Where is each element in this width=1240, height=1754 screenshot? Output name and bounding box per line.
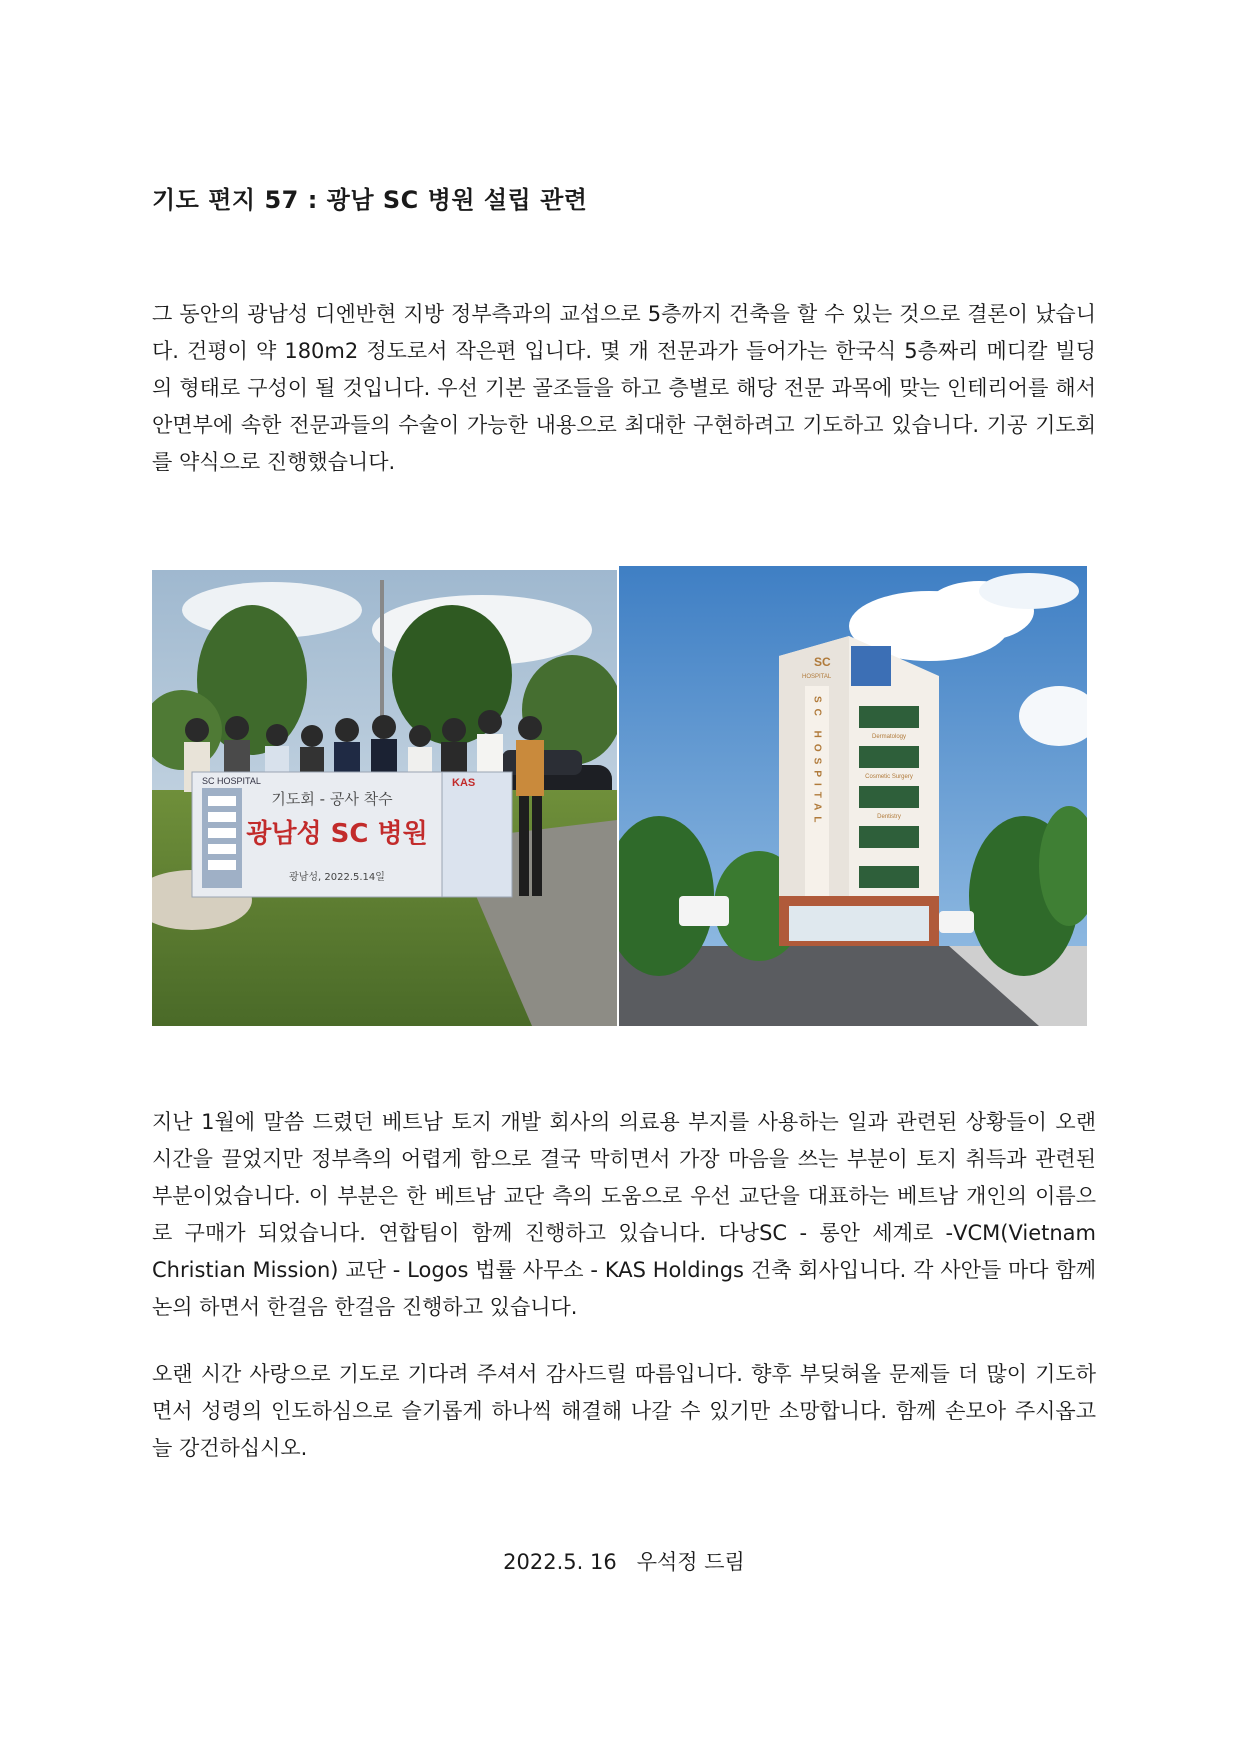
groundbreaking-photo — [152, 570, 617, 1026]
floor-sign-2: Cosmetic Surgery — [865, 774, 913, 780]
banner-main-text: 광남성 SC 병원 — [246, 819, 428, 849]
building-sign-sub: HOSPITAL — [802, 674, 832, 680]
floor-sign-3: Dentistry — [877, 814, 901, 820]
photo-row — [152, 566, 1087, 1026]
building-vertical-sign: SC HOSPITAL — [811, 696, 823, 829]
hospital-rendering — [619, 566, 1087, 1026]
building-sign-top: SC — [814, 655, 831, 669]
signature-author: 우석정 드림 — [636, 1550, 745, 1574]
floor-sign-1: Dermatology — [871, 734, 907, 740]
paragraph-construction: 그 동안의 광남성 디엔반현 지방 정부측과의 교섭으로 5층까지 건축을 할 수 있는 것으로 결론이 났습니다. 건평이 약 180m2 정도로서 작은편 입니다. 몇 개 전문과가 들어가는 한국식 5층짜리 메디칼 빌딩의 형태로 구성이 될 것입니다. 우선 기본 골조들을 하고 층별로 해당 전문 과목에 맞는 인테리어를 해서 안면부에 속한 전문과들의 수술이 가능한 내용으로 최대한 구현하려고 기도하고 있습니다. 기공 기도회를 약식으로 진행했습니다. — [152, 302, 1096, 474]
banner-date-text: 광남성, 2022.5.14일 — [289, 872, 385, 883]
banner-sponsor-text: KAS — [452, 777, 476, 789]
banner-hospital-text: SC HOSPITAL — [202, 776, 261, 786]
signature — [152, 1546, 1096, 1576]
signature-date: 2022.5. 16 — [503, 1550, 617, 1574]
page-title: 기도 편지 57 : 광남 SC 병원 설립 관련 — [152, 186, 588, 214]
paragraph-closing: 오랜 시간 사랑으로 기도로 기다려 주셔서 감사드릴 따름입니다. 향후 부딪혀올 문제들 더 많이 기도하면서 성령의 인도하심으로 슬기롭게 하나씩 해결해 나갈 수 있기만 소망합니다. 함께 손모아 주시옵고 늘 강건하십시오. — [152, 1362, 1096, 1460]
paragraph-land-purchase: 지난 1월에 말씀 드렸던 베트남 토지 개발 회사의 의료용 부지를 사용하는 일과 관련된 상황들이 오랜 시간을 끌었지만 정부측의 어렵게 함으로 결국 막히면서 가장 마음을 쓰는 부분이 토지 취득과 관련된 부분이었습니다. 이 부분은 한 베트남 교단 측의 도움으로 우선 교단을 대표하는 베트남 개인의 이름으로 구매가 되었습니다. 연합팀이 함께 진행하고 있습니다. 다낭SC - 롱안 세계로 -VCM(Vietnam Christian Mission) 교단 - Logos 법률 사무소 - KAS Holdings 건축 회사입니다. 각 사안들 마다 함께 논의 하면서 한걸음 한걸음 진행하고 있습니다. — [152, 1110, 1096, 1319]
banner-subtitle: 기도회 - 공사 착수 — [271, 790, 393, 808]
